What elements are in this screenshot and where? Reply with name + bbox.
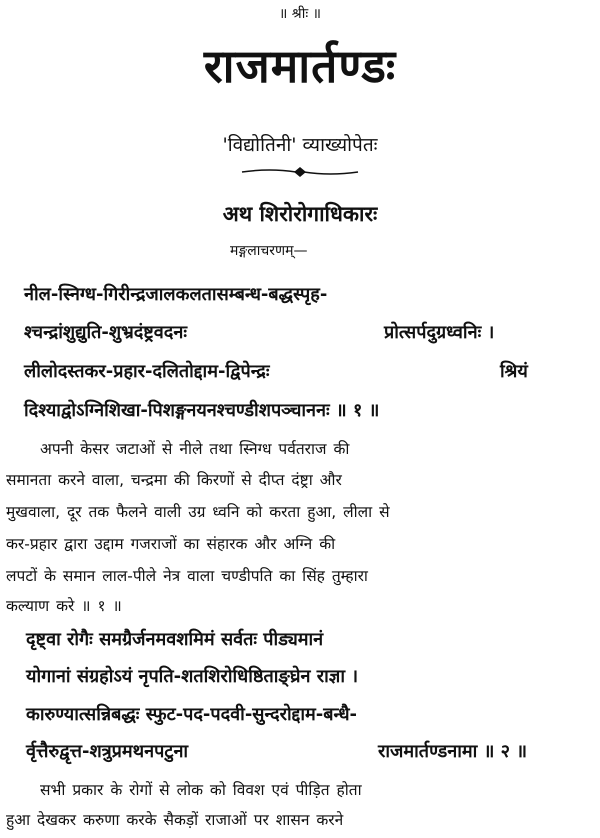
verse2-line1: दृष्ट्वा रोगैः समग्रैर्जनमवशमिमं सर्वतः पीड्यमानं [26, 629, 324, 650]
commentary2-line1: सभी प्रकार के रोगों से लोक को विवश एवं पीड़ित होता [40, 781, 362, 799]
ornament-divider [0, 166, 600, 178]
verse1-line1: नील-स्निग्ध-गिरीन्द्रजालकलतासम्बन्ध-बद्धस्पृह- [24, 284, 328, 305]
commentary2-line2: हुआ देखकर करुणा करके सैकड़ों राजाओं पर शासन करने [6, 811, 344, 829]
commentary1-line6: कल्याण करे ॥ १ ॥ [6, 597, 122, 615]
verse1-line2-left: श्चन्द्रांशुद्युति-शुभ्रदंष्ट्रवदनः [24, 322, 187, 343]
verse2-line2: योगानां संग्रहोऽयं नृपति-शतशिरोधिष्ठिताङ्घ्रेन राज्ञा । [26, 666, 359, 687]
verse1-line2-right: प्रोत्सर्पदुग्रध्वनिः । [384, 322, 495, 343]
commentary-subtitle: 'विद्योतिनी' व्याख्योपेतः [222, 134, 378, 156]
commentary1-line5: लपटों के समान लाल-पीले नेत्र वाला चण्डीपति का सिंह तुम्हारा [6, 567, 368, 585]
commentary1-line4: कर-प्रहार द्वारा उद्दाम गजराजों का संहारक और अग्नि की [6, 535, 336, 553]
commentary1-line2: समानता करने वाला, चन्द्रमा की किरणों से दीप्त दंष्ट्रा और [6, 471, 342, 489]
invocation: ॥ श्रीः ॥ [278, 6, 322, 22]
chapter-heading: अथ शिरोरोगाधिकारः [222, 202, 378, 226]
verse1-line3-left: लीलोदस्तकर-प्रहार-दलितोद्दाम-द्विपेन्द्रः [24, 361, 270, 382]
commentary1-line1: अपनी केसर जटाओं से नीले तथा स्निग्ध पर्वतराज की [40, 440, 350, 458]
verse2-line3: कारुण्यात्सन्निबद्धः स्फुट-पद-पदवी-सुन्दरोद्दाम-बन्धै- [26, 704, 358, 725]
verse1-line3-right: श्रियं [500, 361, 528, 382]
book-title: राजमार्तण्डः [203, 39, 397, 93]
verse2-line4-left: र्वृत्तैरुद्वृत्त-शत्रुप्रमथनपटुना [26, 741, 189, 762]
verse1-line4: दिश्याद्वोऽग्निशिखा-पिशङ्गनयनश्चण्डीशपञ्चाननः ॥ १ ॥ [24, 400, 380, 421]
commentary1-line3: मुखवाला, दूर तक फैलने वाली उग्र ध्वनि को करता हुआ, लीला से [6, 503, 390, 521]
mangalacharana-label: मङ्गलाचरणम्— [230, 243, 308, 259]
verse2-line4-right: राजमार्तण्डनामा ॥ २ ॥ [378, 741, 528, 762]
